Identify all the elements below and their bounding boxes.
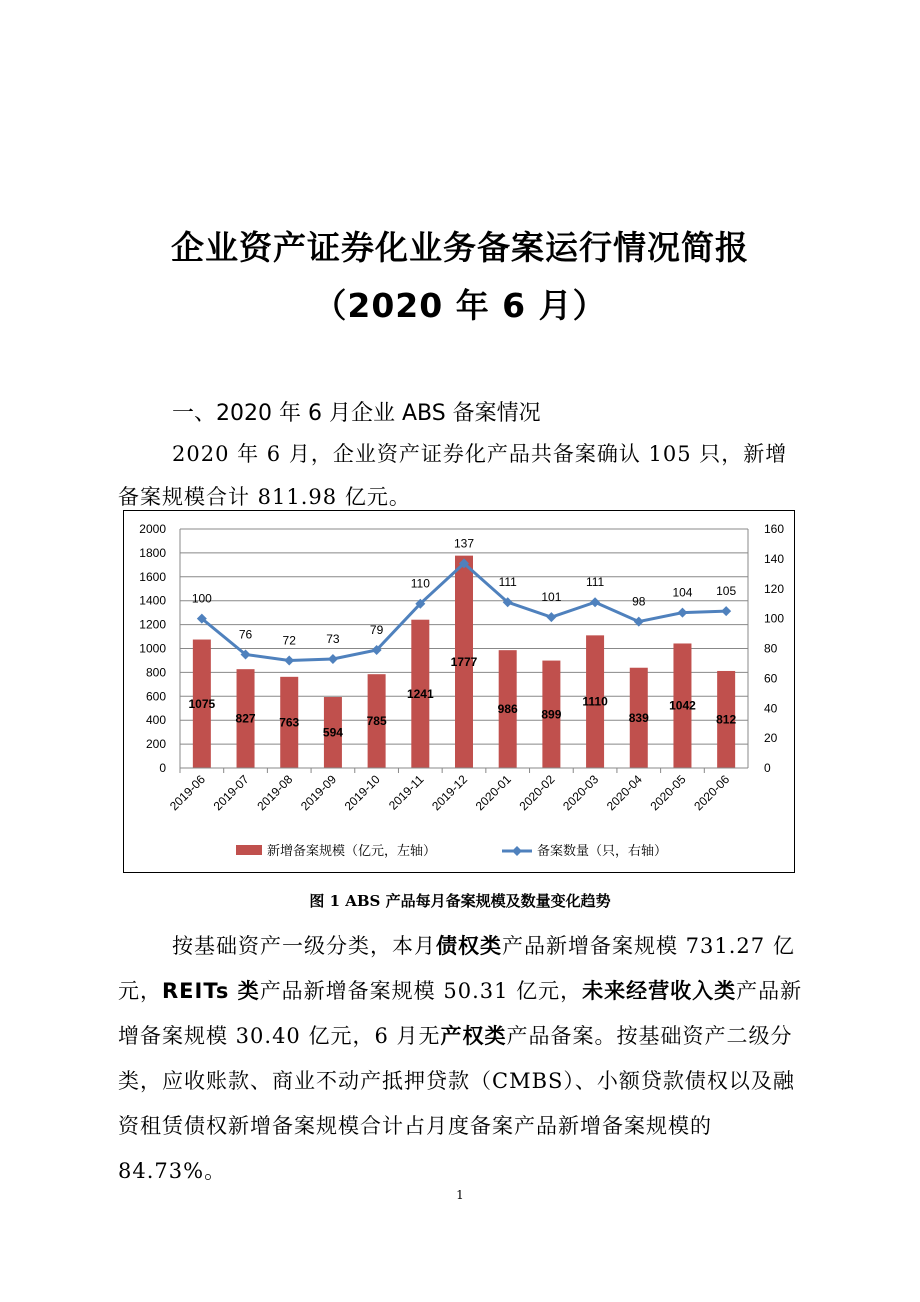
y-left-tick-label: 1000 [139,641,166,656]
x-tick-label: 2019-06 [166,772,208,814]
count-marker-2019-08 [284,655,294,665]
bar-value-label: 1075 [188,696,216,711]
count-value-label: 72 [282,633,296,648]
y-left-tick-label: 800 [145,665,166,680]
y-right-tick-label: 120 [764,581,785,596]
count-value-label: 137 [453,536,475,551]
bar-value-label: 1110 [582,694,608,709]
y-left-tick-label: 0 [159,761,166,775]
count-marker-2020-06 [721,606,731,616]
count-marker-2020-05 [677,608,687,618]
count-value-label: 73 [326,631,340,646]
x-tick-label: 2019-08 [254,772,296,814]
count-value-label: 110 [410,576,430,591]
x-tick-label: 2020-05 [647,772,689,814]
y-left-tick-label: 600 [145,689,166,704]
y-left-tick-label: 1400 [139,593,166,608]
count-marker-2020-03 [590,597,600,607]
y-right-tick-label: 40 [764,701,778,716]
bold-term: REITs 类 [162,979,260,1003]
text-run: 按基础资产一级分类，本月 [172,934,436,958]
document-subtitle: （2020 年 6 月） [313,286,607,325]
count-value-label: 101 [541,590,562,605]
bar-value-label: 1777 [450,654,478,669]
bar-value-label: 1042 [669,698,696,713]
x-tick-label: 2019-10 [341,772,383,814]
chart-container [123,510,795,873]
y-right-tick-label: 140 [764,551,785,566]
x-tick-label: 2020-01 [472,772,514,814]
x-tick-label: 2020-06 [691,772,733,814]
y-right-tick-label: 100 [764,611,785,626]
x-tick-label: 2020-02 [516,772,558,814]
legend-line-marker [512,846,522,856]
y-right-tick-label: 80 [764,641,778,656]
count-value-label: 100 [191,591,212,606]
count-marker-2019-09 [328,654,338,664]
y-right-tick-label: 60 [764,671,778,686]
bar-value-label: 986 [497,702,518,717]
x-tick-label: 2019-11 [386,772,427,813]
legend-bar-label: 新增备案规模（亿元，左轴） [267,843,437,858]
bar-value-label: 812 [716,712,737,727]
paragraph-classification [118,924,804,1194]
count-value-label: 105 [716,584,737,599]
x-tick-label: 2020-03 [560,772,602,814]
text-run: 产品备案。按基础资产二级分类，应收账款、商业不动产抵押贷款（CMBS）、小额贷款债权以及融资租赁债权新增备案规模合计占月度备案产品新增备案规模的 84.73%。 [118,1024,795,1183]
text-run: 产品新增备案规模 731.27 亿元， [118,934,795,1003]
text-run: 产品新增备案规模 50.31 亿元， [259,979,583,1003]
y-left-tick-label: 1800 [139,545,166,560]
text-run: 产品新增备案规模 30.40 亿元，6 月无 [118,979,803,1048]
figure-caption: 图 1 ABS 产品每月备案规模及数量变化趋势 [309,892,611,910]
legend-bar-swatch [236,845,262,855]
count-value-label: 98 [632,594,646,609]
bar-value-label: 899 [541,707,562,722]
y-left-tick-label: 1200 [139,617,166,632]
document-title: 企业资产证券化业务备案运行情况简报 [171,228,749,267]
bar-value-label: 763 [279,715,300,730]
x-tick-label: 2019-12 [429,772,471,814]
bar-value-label: 1241 [406,686,434,701]
bold-term: 产权类 [440,1024,507,1048]
count-value-label: 76 [238,627,253,642]
count-value-label: 79 [369,622,384,637]
bar-value-label: 839 [628,710,649,725]
bold-term: 债权类 [436,934,502,958]
count-value-label: 104 [672,585,693,600]
section-heading: 一、2020 年 6 月企业 ABS 备案情况 [172,401,541,426]
x-tick-label: 2019-07 [210,772,252,814]
y-right-tick-label: 0 [764,761,771,775]
count-marker-2020-02 [546,612,556,622]
x-tick-label: 2020-04 [603,772,645,814]
x-tick-label: 2019-09 [297,772,340,814]
y-left-tick-label: 400 [145,713,166,728]
page-number: 1 [456,1188,464,1202]
y-left-tick-label: 200 [145,737,166,752]
count-marker-2020-04 [634,617,644,627]
y-right-tick-label: 20 [764,731,778,746]
abs-monthly-chart [124,511,794,872]
bar-value-label: 827 [235,711,256,726]
bold-term: 未来经营收入类 [582,979,737,1003]
paragraph-summary: 2020 年 6 月，企业资产证券化产品共备案确认 105 只，新增备案规模合计 811.98 亿元。 [118,442,788,509]
count-value-label: 111 [498,575,517,590]
y-left-tick-label: 2000 [139,522,166,536]
bar-value-label: 594 [322,725,343,740]
y-left-tick-label: 1600 [139,569,166,584]
bar-value-label: 785 [366,714,387,729]
count-value-label: 111 [585,575,605,590]
y-right-tick-label: 160 [764,522,785,536]
legend-line-label: 备案数量（只，右轴） [537,843,668,858]
